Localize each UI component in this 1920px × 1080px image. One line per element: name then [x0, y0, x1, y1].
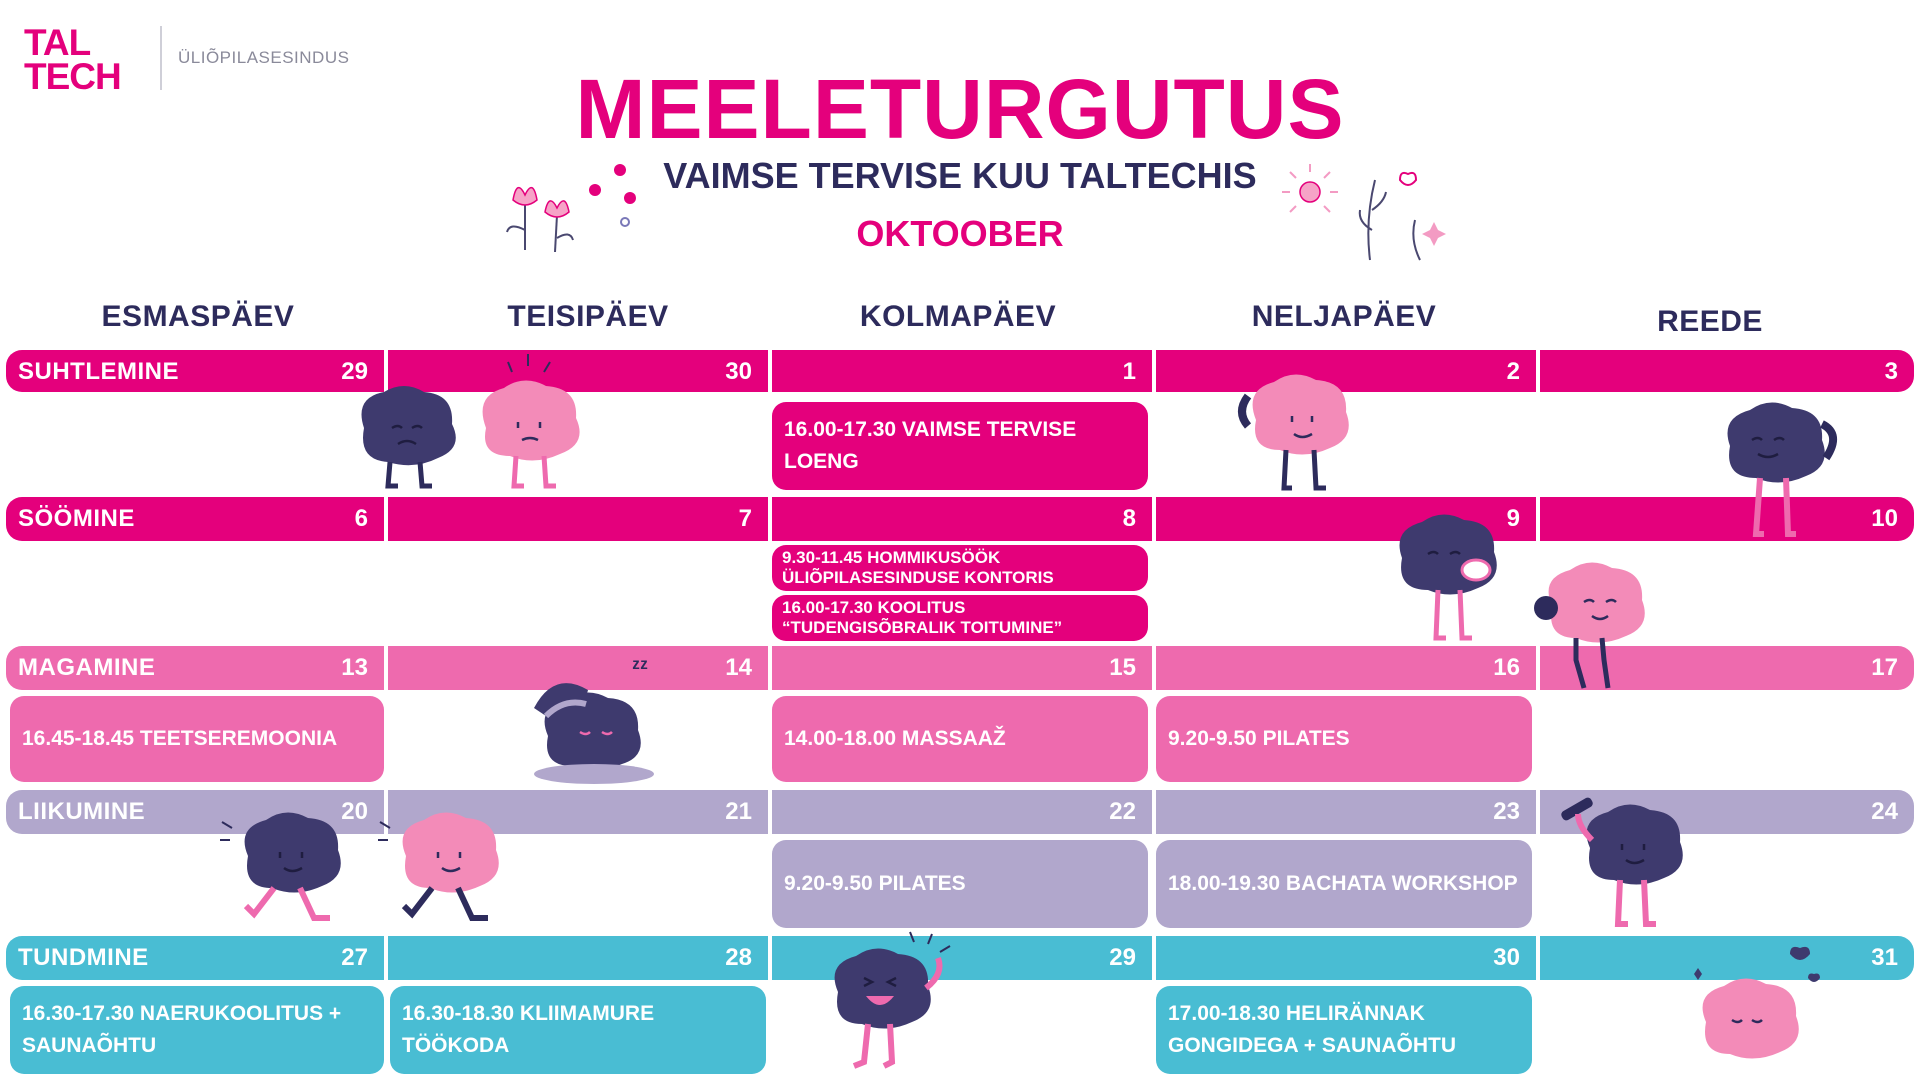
- event-card[interactable]: 18.00-19.30 BACHATA WORKSHOP: [1156, 840, 1532, 928]
- category-label: SUHTLEMINE: [18, 358, 179, 385]
- brain-with-dumbbell-icon: [1556, 784, 1698, 934]
- logo-subtitle: ÜLIÕPILASESINDUS: [178, 48, 350, 67]
- date-number: 30: [725, 358, 752, 385]
- brain-character-icon: [344, 378, 466, 494]
- event-card[interactable]: 16.30-17.30 NAERUKOOLITUS + SAUNAÕHTU: [10, 986, 384, 1074]
- date-number: 1: [1122, 358, 1136, 385]
- date-number: 20: [341, 798, 368, 825]
- date-number: 17: [1871, 654, 1898, 681]
- date-number: 23: [1493, 798, 1520, 825]
- svg-text:ᶻᶻ: ᶻᶻ: [632, 654, 648, 679]
- date-number: 3: [1884, 358, 1898, 385]
- brain-character-icon: [1388, 508, 1512, 644]
- date-number: 31: [1871, 944, 1898, 971]
- date-number: 22: [1109, 798, 1136, 825]
- date-bar: [772, 497, 1152, 541]
- event-card[interactable]: 16.30-18.30 KLIIMAMURE TÖÖKODA: [390, 986, 766, 1074]
- page-subtitle: VAIMSE TERVISE KUU TALTECHIS: [663, 155, 1257, 196]
- date-bar: [6, 350, 384, 392]
- date-number: 7: [738, 505, 752, 532]
- category-label: SÖÖMINE: [18, 505, 135, 532]
- running-brain-icon: [218, 806, 354, 934]
- sun-doodle-icon: [1280, 160, 1460, 270]
- day-header-monday: ESMASPÄEV: [101, 300, 295, 333]
- date-number: 15: [1109, 654, 1136, 681]
- event-card[interactable]: 9.20-9.50 PILATES: [772, 840, 1148, 928]
- brain-character-icon: [1526, 556, 1656, 692]
- event-card[interactable]: 9.20-9.50 PILATES: [1156, 696, 1532, 782]
- date-bar: [6, 936, 384, 980]
- date-number: 24: [1871, 798, 1898, 825]
- event-card[interactable]: 17.00-18.30 HELIRÄNNAK GONGIDEGA + SAUNAÕHTU: [1156, 986, 1532, 1074]
- running-brain-icon: [376, 806, 512, 934]
- date-bar: [1156, 790, 1536, 834]
- date-number: 28: [725, 944, 752, 971]
- day-header-tuesday: TEISIPÄEV: [507, 300, 669, 333]
- date-number: 29: [341, 358, 368, 385]
- date-number: 16: [1493, 654, 1520, 681]
- day-header-wednesday: KOLMAPÄEV: [859, 300, 1057, 333]
- event-card[interactable]: 16.45-18.45 TEETSEREMOONIA: [10, 696, 384, 782]
- date-number: 13: [341, 654, 368, 681]
- date-bar: [1540, 350, 1914, 392]
- date-number: 2: [1506, 358, 1520, 385]
- date-bar: [772, 790, 1152, 834]
- date-bar: [1156, 646, 1536, 690]
- date-number: 27: [341, 944, 368, 971]
- category-label: LIIKUMINE: [18, 798, 146, 825]
- date-bar: [772, 350, 1152, 392]
- day-header-friday: REEDE: [1657, 305, 1763, 338]
- date-bar: [388, 497, 768, 541]
- date-number: 14: [725, 654, 752, 681]
- date-bar: [772, 646, 1152, 690]
- category-label: TUNDMINE: [18, 944, 149, 971]
- date-number: 30: [1493, 944, 1520, 971]
- brain-character-icon: [1230, 356, 1354, 494]
- flower-doodle-icon: [495, 160, 675, 260]
- brain-with-hearts-icon: [1690, 944, 1830, 1074]
- date-number: 29: [1109, 944, 1136, 971]
- brain-character-icon: [1716, 394, 1850, 544]
- day-header-thursday: NELJAPÄEV: [1251, 300, 1437, 333]
- month-label: OKTOOBER: [856, 213, 1064, 254]
- date-number: 9: [1506, 505, 1520, 532]
- category-label: MAGAMINE: [18, 654, 156, 681]
- page-title: MEELETURGUTUS: [575, 62, 1345, 156]
- sleeping-brain-icon: [524, 650, 674, 788]
- event-card[interactable]: 14.00-18.00 MASSAAŽ: [772, 696, 1148, 782]
- date-bar: [6, 646, 384, 690]
- event-card[interactable]: 9.30-11.45 HOMMIKUSÖÖK ÜLIÕPILASESINDUSE KONTORIS: [772, 545, 1148, 591]
- event-card[interactable]: 16.00-17.30 VAIMSE TERVISE LOENG: [772, 402, 1148, 490]
- date-number: 8: [1122, 505, 1136, 532]
- logo-line-2: TECH: [24, 56, 121, 97]
- brain-character-icon: [468, 352, 592, 496]
- date-number: 21: [725, 798, 752, 825]
- logo-line-1: TAL: [24, 22, 91, 63]
- date-bar: [6, 497, 384, 541]
- event-card[interactable]: 16.00-17.30 KOOLITUS “TUDENGISÕBRALIK TOITUMINE”: [772, 595, 1148, 641]
- date-number: 6: [354, 505, 368, 532]
- laughing-brain-icon: [818, 930, 964, 1072]
- date-bar: [388, 936, 768, 980]
- date-number: 10: [1871, 505, 1898, 532]
- date-bar: [1156, 936, 1536, 980]
